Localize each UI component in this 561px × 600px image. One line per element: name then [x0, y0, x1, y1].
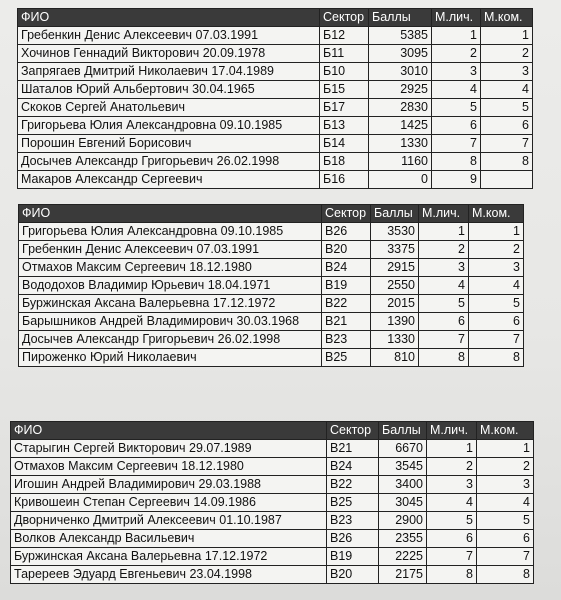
header-place-personal: М.лич. [419, 205, 469, 223]
cell-place-team: 1 [469, 223, 524, 241]
table-row [11, 566, 534, 584]
cell-place-team: 6 [477, 530, 534, 548]
results-table-2 [18, 204, 524, 367]
cell-fio: Вододохов Владимир Юрьевич 18.04.1971 [19, 277, 322, 295]
table-row [11, 476, 534, 494]
table-row [19, 349, 524, 367]
cell-place-personal: 2 [427, 458, 477, 476]
table-row [18, 171, 533, 189]
cell-place-personal: 4 [432, 81, 481, 99]
cell-sector: В21 [327, 440, 379, 458]
header-place-team: М.ком. [469, 205, 524, 223]
cell-score: 3400 [379, 476, 427, 494]
cell-fio: Скоков Сергей Анатольевич [18, 99, 320, 117]
cell-place-team: 6 [469, 313, 524, 331]
cell-fio: Кривошеин Степан Сергеевич 14.09.1986 [11, 494, 327, 512]
cell-fio: Буржинская Аксана Валерьевна 17.12.1972 [11, 548, 327, 566]
cell-score: 2830 [369, 99, 432, 117]
cell-place-personal: 7 [419, 331, 469, 349]
cell-sector: Б13 [320, 117, 369, 135]
table-row [18, 81, 533, 99]
cell-place-personal: 9 [432, 171, 481, 189]
header-sector: Сектор [322, 205, 371, 223]
cell-sector: В21 [322, 313, 371, 331]
table-row [11, 548, 534, 566]
table-row [11, 512, 534, 530]
cell-place-team: 4 [481, 81, 533, 99]
cell-fio: Пироженко Юрий Николаевич [19, 349, 322, 367]
cell-score: 3530 [371, 223, 419, 241]
cell-place-personal: 8 [427, 566, 477, 584]
cell-fio: Буржинская Аксана Валерьевна 17.12.1972 [19, 295, 322, 313]
cell-place-personal: 8 [419, 349, 469, 367]
table-row [11, 530, 534, 548]
cell-fio: Шаталов Юрий Альбертович 30.04.1965 [18, 81, 320, 99]
cell-place-team: 5 [481, 99, 533, 117]
cell-score: 6670 [379, 440, 427, 458]
cell-sector: В26 [327, 530, 379, 548]
cell-fio: Макаров Александр Сергеевич [18, 171, 320, 189]
cell-place-team: 5 [469, 295, 524, 313]
cell-place-team: 2 [481, 45, 533, 63]
cell-fio: Запрягаев Дмитрий Николаевич 17.04.1989 [18, 63, 320, 81]
cell-sector: В20 [327, 566, 379, 584]
cell-sector: Б15 [320, 81, 369, 99]
cell-place-team: 3 [477, 476, 534, 494]
cell-score: 5385 [369, 27, 432, 45]
header-sector: Сектор [320, 9, 369, 27]
table-row [18, 99, 533, 117]
cell-place-personal: 6 [419, 313, 469, 331]
cell-sector: Б11 [320, 45, 369, 63]
cell-score: 1390 [371, 313, 419, 331]
cell-place-team: 5 [477, 512, 534, 530]
cell-place-team: 3 [469, 259, 524, 277]
cell-place-team: 4 [469, 277, 524, 295]
cell-place-personal: 1 [427, 440, 477, 458]
table-row [19, 277, 524, 295]
cell-score: 1330 [369, 135, 432, 153]
table-row [19, 223, 524, 241]
cell-score: 3010 [369, 63, 432, 81]
cell-place-personal: 1 [419, 223, 469, 241]
cell-place-personal: 3 [432, 63, 481, 81]
cell-score: 2925 [369, 81, 432, 99]
table-header-row [11, 422, 534, 440]
table-row [19, 313, 524, 331]
cell-sector: В25 [322, 349, 371, 367]
cell-sector: В25 [327, 494, 379, 512]
cell-place-personal: 7 [427, 548, 477, 566]
header-score: Баллы [379, 422, 427, 440]
cell-sector: В20 [322, 241, 371, 259]
cell-place-team: 7 [477, 548, 534, 566]
table-row [18, 153, 533, 171]
cell-fio: Волков Александр Васильевич [11, 530, 327, 548]
cell-score: 3375 [371, 241, 419, 259]
cell-score: 2225 [379, 548, 427, 566]
table-row [18, 63, 533, 81]
cell-place-personal: 3 [419, 259, 469, 277]
cell-sector: В22 [322, 295, 371, 313]
table-row [18, 117, 533, 135]
cell-sector: Б14 [320, 135, 369, 153]
cell-place-personal: 8 [432, 153, 481, 171]
table-header-row [19, 205, 524, 223]
cell-place-personal: 6 [432, 117, 481, 135]
cell-sector: В19 [322, 277, 371, 295]
cell-score: 1160 [369, 153, 432, 171]
table-row [11, 494, 534, 512]
cell-fio: Порошин Евгений Борисович [18, 135, 320, 153]
table-row [18, 45, 533, 63]
cell-place-personal: 2 [432, 45, 481, 63]
cell-place-personal: 5 [427, 512, 477, 530]
results-table-3 [10, 421, 534, 584]
cell-place-personal: 2 [419, 241, 469, 259]
cell-place-team: 6 [481, 117, 533, 135]
header-score: Баллы [369, 9, 432, 27]
cell-fio: Барышников Андрей Владимирович 30.03.1968 [19, 313, 322, 331]
table-row [19, 331, 524, 349]
cell-place-personal: 1 [432, 27, 481, 45]
cell-place-personal: 6 [427, 530, 477, 548]
cell-sector: Б16 [320, 171, 369, 189]
cell-place-personal: 5 [419, 295, 469, 313]
cell-place-team: 1 [481, 27, 533, 45]
cell-sector: В24 [327, 458, 379, 476]
results-table-1 [17, 8, 533, 189]
header-fio: ФИО [19, 205, 322, 223]
cell-place-team: 2 [477, 458, 534, 476]
cell-sector: Б17 [320, 99, 369, 117]
cell-score: 2175 [379, 566, 427, 584]
header-score: Баллы [371, 205, 419, 223]
cell-fio: Таререев Эдуард Евгеньевич 23.04.1998 [11, 566, 327, 584]
cell-sector: Б18 [320, 153, 369, 171]
table-row [11, 440, 534, 458]
cell-fio: Досычев Александр Григорьевич 26.02.1998 [19, 331, 322, 349]
cell-score: 2550 [371, 277, 419, 295]
header-place-team: М.ком. [477, 422, 534, 440]
cell-place-team [481, 171, 533, 189]
cell-fio: Хочинов Геннадий Викторович 20.09.1978 [18, 45, 320, 63]
cell-place-personal: 4 [427, 494, 477, 512]
header-place-team: М.ком. [481, 9, 533, 27]
cell-score: 2915 [371, 259, 419, 277]
cell-score: 3545 [379, 458, 427, 476]
cell-fio: Григорьева Юлия Александровна 09.10.1985 [19, 223, 322, 241]
cell-score: 2015 [371, 295, 419, 313]
cell-score: 3095 [369, 45, 432, 63]
cell-place-team: 2 [469, 241, 524, 259]
cell-place-team: 4 [477, 494, 534, 512]
table-row [18, 27, 533, 45]
cell-fio: Григорьева Юлия Александровна 09.10.1985 [18, 117, 320, 135]
cell-score: 810 [371, 349, 419, 367]
table-row [19, 241, 524, 259]
cell-place-team: 8 [477, 566, 534, 584]
cell-score: 2900 [379, 512, 427, 530]
cell-score: 2355 [379, 530, 427, 548]
header-fio: ФИО [11, 422, 327, 440]
cell-fio: Игошин Андрей Владимирович 29.03.1988 [11, 476, 327, 494]
table-row [18, 135, 533, 153]
cell-place-team: 7 [469, 331, 524, 349]
cell-fio: Отмахов Максим Сергеевич 18.12.1980 [19, 259, 322, 277]
cell-place-team: 8 [469, 349, 524, 367]
cell-score: 1330 [371, 331, 419, 349]
cell-sector: Б10 [320, 63, 369, 81]
cell-sector: В24 [322, 259, 371, 277]
header-sector: Сектор [327, 422, 379, 440]
cell-fio: Досычев Александр Григорьевич 26.02.1998 [18, 153, 320, 171]
cell-fio: Гребенкин Денис Алексеевич 07.03.1991 [19, 241, 322, 259]
cell-sector: В22 [327, 476, 379, 494]
cell-score: 1425 [369, 117, 432, 135]
cell-sector: В23 [327, 512, 379, 530]
cell-sector: В19 [327, 548, 379, 566]
cell-place-personal: 7 [432, 135, 481, 153]
table-header-row [18, 9, 533, 27]
table-row [11, 458, 534, 476]
cell-score: 3045 [379, 494, 427, 512]
header-place-personal: М.лич. [427, 422, 477, 440]
table-row [19, 295, 524, 313]
cell-place-team: 8 [481, 153, 533, 171]
cell-place-team: 7 [481, 135, 533, 153]
cell-fio: Дворниченко Дмитрий Алексеевич 01.10.1987 [11, 512, 327, 530]
cell-sector: В26 [322, 223, 371, 241]
cell-score: 0 [369, 171, 432, 189]
cell-place-team: 3 [481, 63, 533, 81]
cell-place-team: 1 [477, 440, 534, 458]
table-row [19, 259, 524, 277]
header-fio: ФИО [18, 9, 320, 27]
cell-place-personal: 5 [432, 99, 481, 117]
cell-fio: Отмахов Максим Сергеевич 18.12.1980 [11, 458, 327, 476]
cell-place-personal: 4 [419, 277, 469, 295]
header-place-personal: М.лич. [432, 9, 481, 27]
cell-sector: В23 [322, 331, 371, 349]
cell-fio: Старыгин Сергей Викторович 29.07.1989 [11, 440, 327, 458]
cell-fio: Гребенкин Денис Алексеевич 07.03.1991 [18, 27, 320, 45]
cell-sector: Б12 [320, 27, 369, 45]
cell-place-personal: 3 [427, 476, 477, 494]
